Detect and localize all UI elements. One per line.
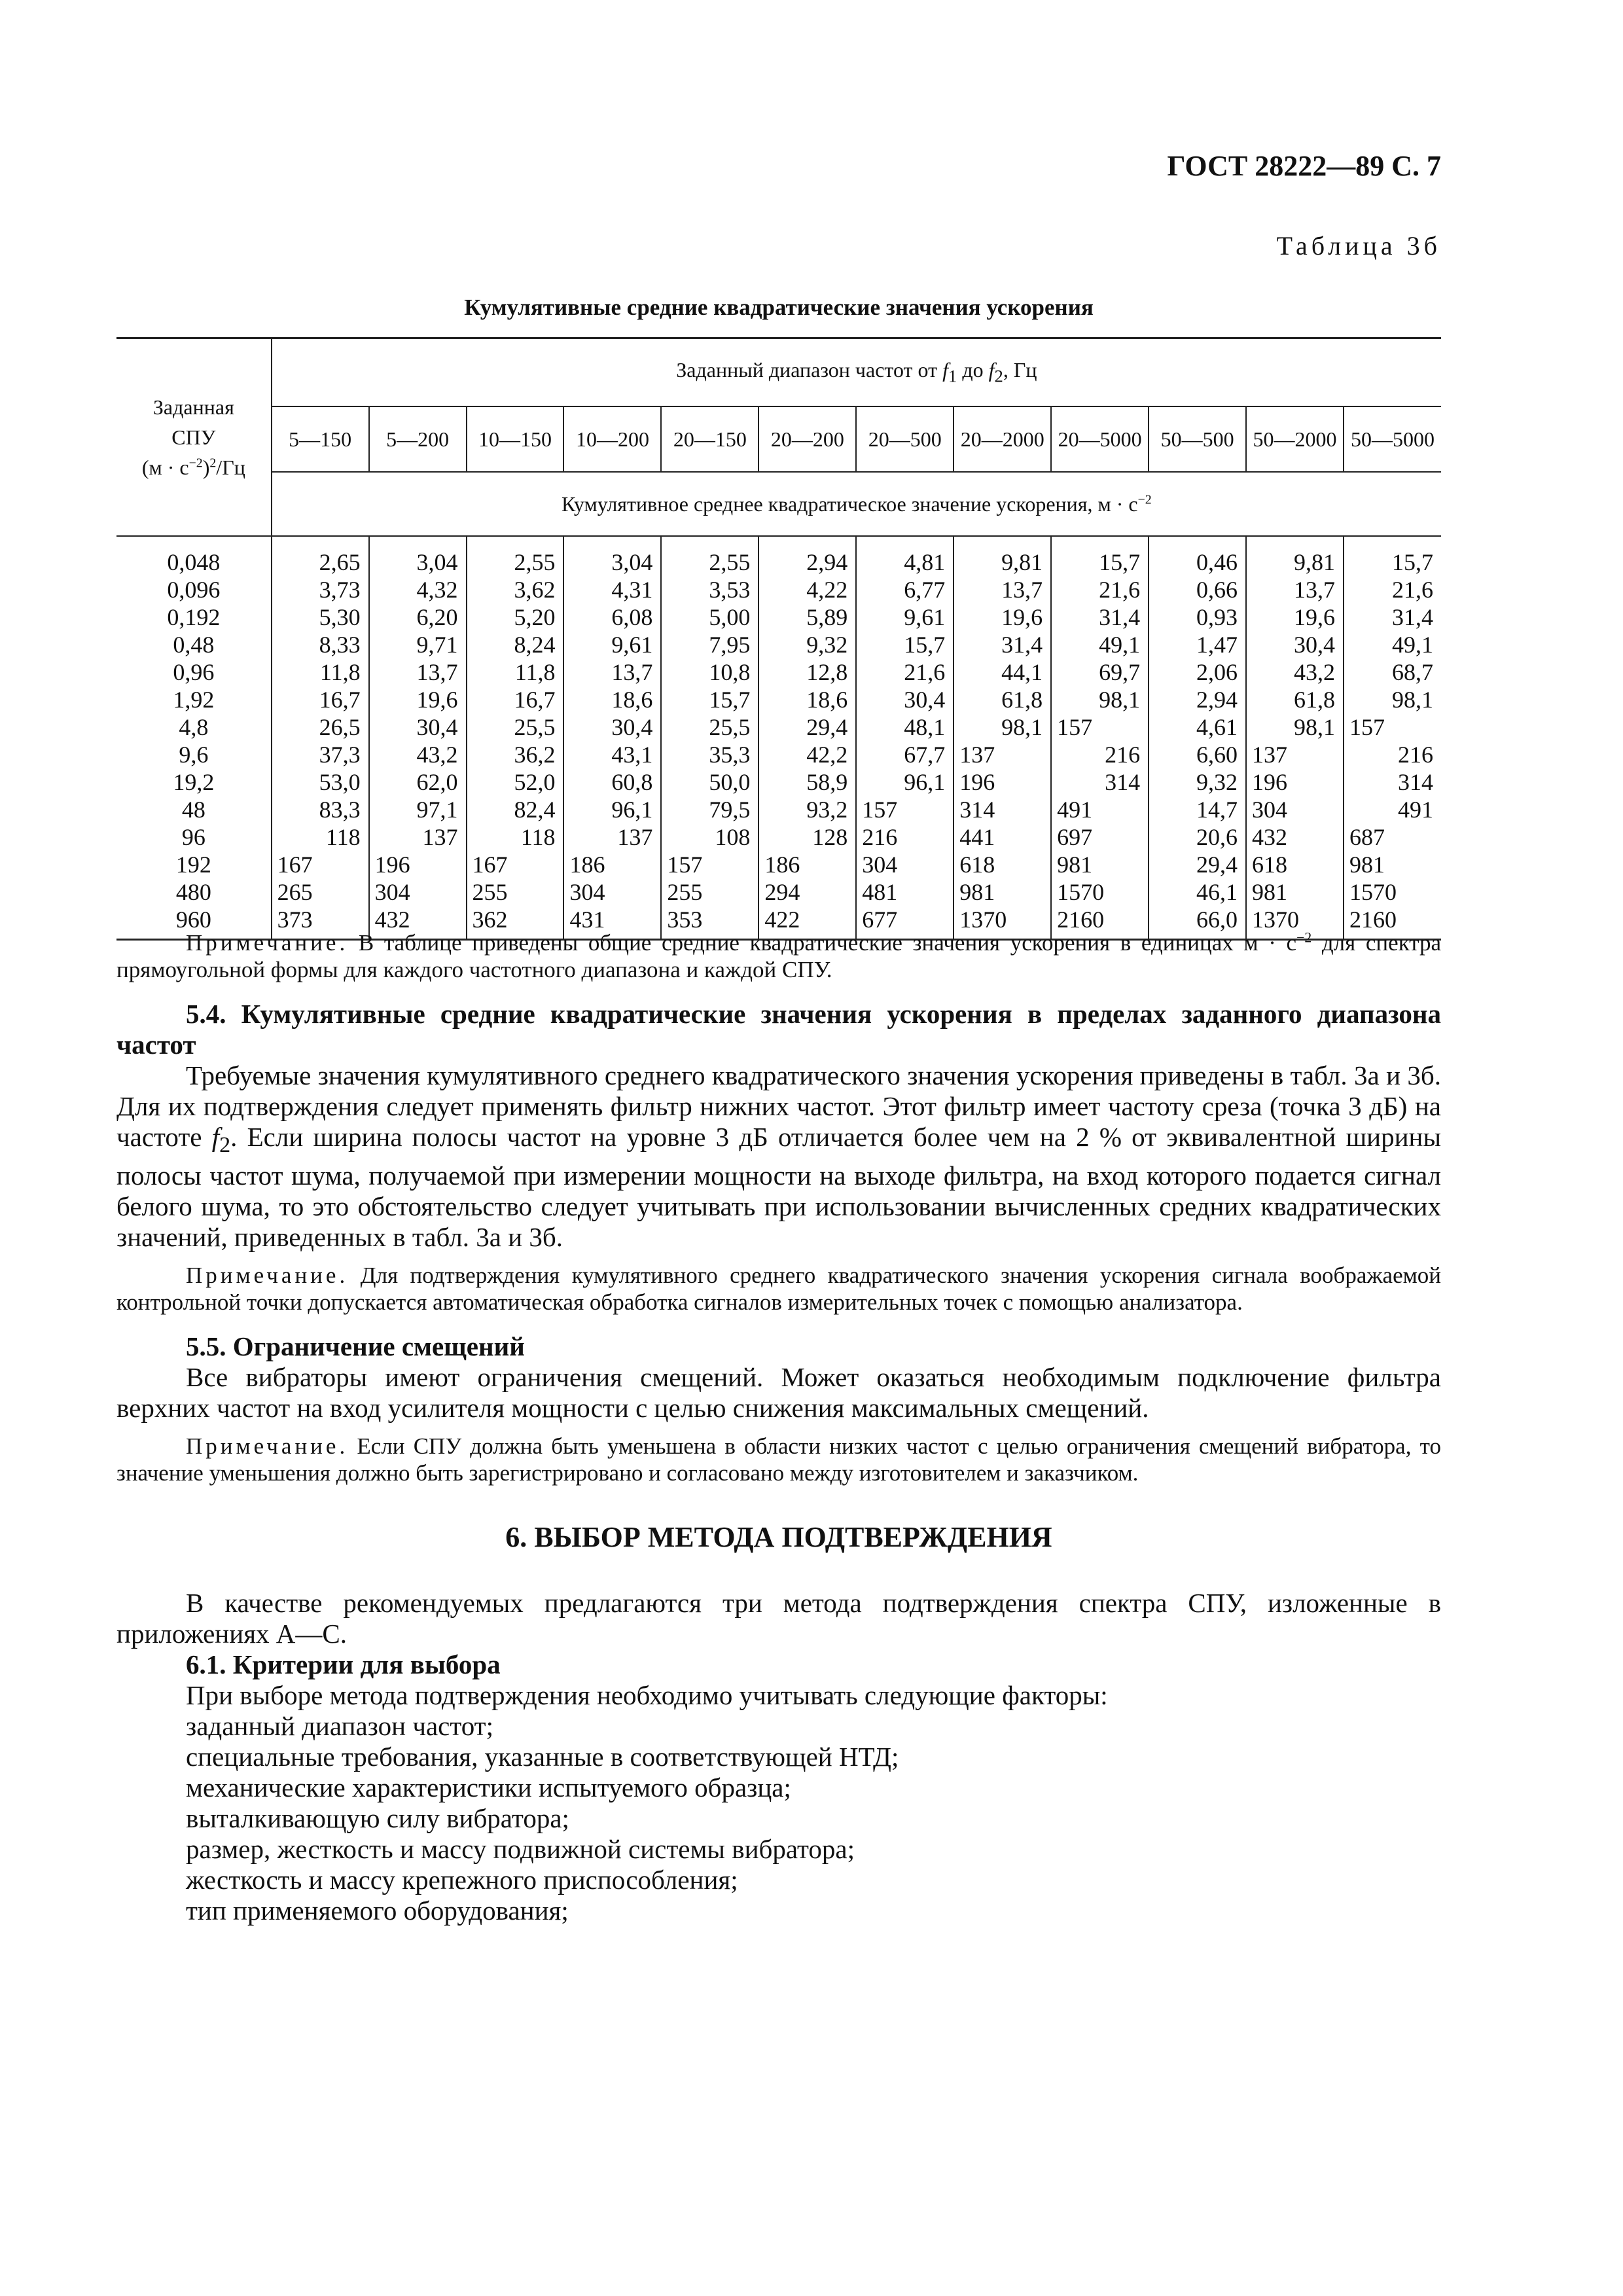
acceleration-value-cell: 314 xyxy=(954,796,1051,823)
acceleration-value-cell: 4,81 xyxy=(856,536,954,576)
acceleration-value-cell: 981 xyxy=(1246,878,1344,906)
acceleration-value-cell: 0,66 xyxy=(1149,576,1246,603)
acceleration-value-cell: 304 xyxy=(1246,796,1344,823)
acceleration-value-cell: 432 xyxy=(1246,823,1344,851)
acceleration-value-cell: 1,47 xyxy=(1149,631,1246,658)
table-container xyxy=(116,337,1441,941)
acceleration-value-cell: 2160 xyxy=(1051,906,1149,940)
acceleration-value-cell: 3,04 xyxy=(563,536,661,576)
acceleration-value-cell: 9,71 xyxy=(369,631,467,658)
factor-list xyxy=(116,1711,1441,1926)
acceleration-value-cell: 118 xyxy=(325,824,361,850)
acceleration-value-cell: 96,1 xyxy=(563,796,661,823)
acceleration-value-cell: 4,61 xyxy=(1149,713,1246,741)
acceleration-value-cell: 43,2 xyxy=(1246,658,1344,686)
range-header-cell: 5—150 xyxy=(272,406,369,472)
acceleration-value-cell: 186 xyxy=(563,851,661,878)
acceleration-value-cell: 255 xyxy=(661,878,758,906)
acceleration-value-cell: 83,3 xyxy=(319,797,361,823)
acceleration-value-cell: 31,4 xyxy=(954,631,1051,658)
factor-item: заданный диапазон частот; xyxy=(186,1711,493,1742)
acceleration-value-cell: 9,81 xyxy=(954,536,1051,576)
table-row xyxy=(116,741,1441,768)
section-6-1-intro: При выборе метода подтверждения необходимо учитывать следующие факторы: xyxy=(186,1680,1108,1711)
acceleration-value-cell: 58,9 xyxy=(758,768,856,796)
spu-value-cell: 0,048 xyxy=(116,536,272,576)
acceleration-value-cell: 15,7 xyxy=(1344,536,1441,576)
section-5-5-heading: 5.5. Ограничение смещений xyxy=(186,1331,525,1362)
acceleration-value-cell: 31,4 xyxy=(1344,603,1441,631)
acceleration-value-cell: 167 xyxy=(277,852,313,878)
acceleration-value-cell: 687 xyxy=(1344,823,1441,851)
acceleration-value-cell: 6,77 xyxy=(856,576,954,603)
spu-header-line1: Заданная xyxy=(152,395,234,419)
acceleration-value-cell: 6,08 xyxy=(563,603,661,631)
table-row xyxy=(116,658,1441,686)
acceleration-value-cell: 20,6 xyxy=(1149,823,1246,851)
acceleration-value-cell: 441 xyxy=(954,823,1051,851)
table-row xyxy=(116,823,1441,851)
acceleration-value-cell: 2,06 xyxy=(1149,658,1246,686)
acceleration-value-cell: 62,0 xyxy=(369,768,467,796)
acceleration-value-cell: 5,00 xyxy=(661,603,758,631)
acceleration-value-cell: 13,7 xyxy=(1246,576,1344,603)
acceleration-value-cell: 196 xyxy=(1246,768,1344,796)
factor-item: тип применяемого оборудования; xyxy=(186,1895,569,1926)
table-row xyxy=(116,686,1441,713)
spu-header-line2: СПУ xyxy=(171,425,216,449)
acceleration-value-cell: 216 xyxy=(1344,741,1441,768)
acceleration-value-cell: 216 xyxy=(1051,741,1149,768)
acceleration-value-cell: 1370 xyxy=(1246,906,1344,940)
acceleration-value-cell: 15,7 xyxy=(1051,536,1149,576)
acceleration-value-cell: 157 xyxy=(1051,713,1149,741)
section-5-4-heading: 5.4. Кумулятивные средние квадратические значения ускорения в пределах заданного диапазона частот xyxy=(116,999,1441,1060)
acceleration-value-cell: 481 xyxy=(856,878,954,906)
table-row xyxy=(116,768,1441,796)
acceleration-value-cell: 0,93 xyxy=(1149,603,1246,631)
acceleration-value-cell: 9,32 xyxy=(1149,768,1246,796)
acceleration-value-cell: 118 xyxy=(467,823,564,851)
range-header-cell: 20—2000 xyxy=(954,406,1051,472)
spu-value-cell: 4,8 xyxy=(116,713,272,741)
acceleration-value-cell: 157 xyxy=(661,851,758,878)
acceleration-value-cell: 618 xyxy=(1246,851,1344,878)
body-text xyxy=(116,929,1441,1926)
acceleration-value-cell: 8,33 xyxy=(319,632,361,658)
acceleration-value-cell: 15,7 xyxy=(661,686,758,713)
spu-column-header xyxy=(116,338,272,537)
acceleration-value-cell: 8,24 xyxy=(467,631,564,658)
acceleration-value-cell: 137 xyxy=(563,823,661,851)
acceleration-value-cell: 52,0 xyxy=(467,768,564,796)
acceleration-value-cell: 128 xyxy=(758,823,856,851)
acceleration-value-cell: 50,0 xyxy=(661,768,758,796)
range-header-row xyxy=(116,406,1441,472)
acceleration-value-cell: 491 xyxy=(1344,796,1441,823)
acceleration-table xyxy=(116,337,1441,941)
table-body xyxy=(116,536,1441,940)
acceleration-value-cell: 4,32 xyxy=(369,576,467,603)
acceleration-value-cell: 68,7 xyxy=(1344,658,1441,686)
acceleration-value-cell: 196 xyxy=(954,768,1051,796)
acceleration-value-cell: 981 xyxy=(1051,851,1149,878)
acceleration-value-cell: 0,46 xyxy=(1149,536,1246,576)
acceleration-value-cell: 304 xyxy=(856,851,954,878)
acceleration-value-cell: 9,61 xyxy=(856,603,954,631)
acceleration-value-cell: 3,53 xyxy=(661,576,758,603)
acceleration-value-cell: 3,73 xyxy=(319,577,361,603)
acceleration-value-cell: 21,6 xyxy=(1344,576,1441,603)
acceleration-value-cell: 5,89 xyxy=(758,603,856,631)
acceleration-value-cell: 431 xyxy=(563,906,661,940)
section-5-5-note: Примечание. Если СПУ должна быть уменьшена в области низких частот с целью ограничения смещений вибратора, то значение уменьшения должно быть зарегистрировано и согласовано между изготовителем и заказчиком. xyxy=(116,1433,1441,1486)
acceleration-value-cell: 1570 xyxy=(1051,878,1149,906)
spu-value-cell: 96 xyxy=(116,823,272,851)
acceleration-value-cell: 19,6 xyxy=(954,603,1051,631)
acceleration-value-cell: 2,55 xyxy=(661,536,758,576)
table-row xyxy=(116,796,1441,823)
spu-value-cell: 48 xyxy=(116,796,272,823)
acceleration-value-cell: 37,3 xyxy=(319,742,361,768)
acceleration-value-cell: 186 xyxy=(758,851,856,878)
acceleration-value-cell: 1370 xyxy=(954,906,1051,940)
acceleration-value-cell: 16,7 xyxy=(319,687,361,713)
table-note: Примечание. В таблице приведены общие средние квадратические значения ускорения в единицах $м \cdot с^{-2}$ для спектра прямоугольной формы для каждого частотного диапазона и каждой СПУ. xyxy=(116,929,1441,982)
acceleration-value-cell: 42,2 xyxy=(758,741,856,768)
acceleration-value-cell: 31,4 xyxy=(1051,603,1149,631)
acceleration-value-cell: 304 xyxy=(563,878,661,906)
acceleration-value-cell: 15,7 xyxy=(856,631,954,658)
range-header-cell: 5—200 xyxy=(369,406,467,472)
section-5-4-note: Примечание. Для подтверждения кумулятивного среднего квадратического значения ускорения сигнала воображаемой контрольной точки допускается автоматическая обработка сигналов измерительных точек с помощью анализатора. xyxy=(116,1263,1441,1316)
acceleration-value-cell: 697 xyxy=(1051,823,1149,851)
acceleration-value-cell: 18,6 xyxy=(563,686,661,713)
spu-value-cell: 1,92 xyxy=(116,686,272,713)
acceleration-value-cell: 2160 xyxy=(1344,906,1441,940)
acceleration-value-cell: 66,0 xyxy=(1149,906,1246,940)
acceleration-value-cell: 26,5 xyxy=(319,714,361,740)
acceleration-value-cell: 314 xyxy=(1344,768,1441,796)
acceleration-value-cell: 6,60 xyxy=(1149,741,1246,768)
range-header-cell: 20—150 xyxy=(661,406,758,472)
table-row xyxy=(116,713,1441,741)
acceleration-value-cell: 5,30 xyxy=(319,604,361,630)
acceleration-value-cell: 108 xyxy=(661,823,758,851)
acceleration-value-cell: 61,8 xyxy=(954,686,1051,713)
acceleration-value-cell: 11,8 xyxy=(467,658,564,686)
acceleration-value-cell: 137 xyxy=(369,823,467,851)
table-row xyxy=(116,878,1441,906)
acceleration-value-cell: 2,65 xyxy=(319,549,361,575)
spu-value-cell: 960 xyxy=(116,906,272,940)
range-header-cell: 10—200 xyxy=(563,406,661,472)
acceleration-value-cell: 97,1 xyxy=(369,796,467,823)
acceleration-value-cell: 2,94 xyxy=(758,536,856,576)
acceleration-value-cell: 1570 xyxy=(1344,878,1441,906)
acceleration-value-cell: 432 xyxy=(369,906,467,940)
acceleration-value-cell: 255 xyxy=(467,878,564,906)
factor-item: жесткость и массу крепежного приспособления; xyxy=(186,1865,738,1895)
acceleration-value-cell: 35,3 xyxy=(661,741,758,768)
acceleration-value-cell: 82,4 xyxy=(467,796,564,823)
acceleration-value-cell: 98,1 xyxy=(1344,686,1441,713)
acceleration-value-cell: 21,6 xyxy=(1051,576,1149,603)
acceleration-value-cell: 4,31 xyxy=(563,576,661,603)
table-row xyxy=(116,631,1441,658)
acceleration-value-cell: 29,4 xyxy=(1149,851,1246,878)
acceleration-value-cell: 60,8 xyxy=(563,768,661,796)
acceleration-value-cell: 30,4 xyxy=(1246,631,1344,658)
acceleration-value-cell: 93,2 xyxy=(758,796,856,823)
acceleration-value-cell: 67,7 xyxy=(856,741,954,768)
acceleration-value-cell: 4,22 xyxy=(758,576,856,603)
acceleration-value-cell: 30,4 xyxy=(856,686,954,713)
acceleration-value-cell: 25,5 xyxy=(467,713,564,741)
acceleration-value-cell: 137 xyxy=(1246,741,1344,768)
acceleration-value-cell: 9,61 xyxy=(563,631,661,658)
acceleration-value-cell: 137 xyxy=(954,741,1051,768)
acceleration-value-cell: 30,4 xyxy=(563,713,661,741)
acceleration-value-cell: 422 xyxy=(758,906,856,940)
acceleration-value-cell: 36,2 xyxy=(467,741,564,768)
acceleration-value-cell: 49,1 xyxy=(1344,631,1441,658)
section-6-1-heading: 6.1. Критерии для выбора xyxy=(186,1649,501,1680)
acceleration-value-cell: 98,1 xyxy=(1051,686,1149,713)
acceleration-value-cell: 30,4 xyxy=(369,713,467,741)
acceleration-value-cell: 981 xyxy=(954,878,1051,906)
acceleration-value-cell: 677 xyxy=(856,906,954,940)
factor-item: специальные требования, указанные в соответствующей НТД; xyxy=(186,1742,899,1772)
section-6-heading: 6. ВЫБОР МЕТОДА ПОДТВЕРЖДЕНИЯ xyxy=(505,1521,1052,1554)
spu-value-cell: 19,2 xyxy=(116,768,272,796)
acceleration-value-cell: 48,1 xyxy=(856,713,954,741)
acceleration-value-cell: 9,32 xyxy=(758,631,856,658)
acceleration-value-cell: 44,1 xyxy=(954,658,1051,686)
spu-value-cell: 0,96 xyxy=(116,658,272,686)
spu-value-cell: 9,6 xyxy=(116,741,272,768)
acceleration-value-cell: 49,1 xyxy=(1051,631,1149,658)
acceleration-value-cell: 9,81 xyxy=(1246,536,1344,576)
factor-item: механические характеристики испытуемого образца; xyxy=(186,1772,791,1803)
acceleration-value-cell: 314 xyxy=(1051,768,1149,796)
acceleration-value-cell: 13,7 xyxy=(563,658,661,686)
section-5-4-paragraph: Требуемые значения кумулятивного среднего квадратического значения ускорения приведены в табл. 3а и 3б. Для их подтверждения следует применять фильтр нижних частот. Этот фильтр имеет частоту среза (точка 3 дБ) на частоте $f_2$. Если ширина полосы частот на уровне 3 дБ отличается более чем на 2 % от эквивалентной ширины полосы частот шума, получаемой при измерении мощности на выходе фильтра, на вход которого подается сигнал белого шума, то это обстоятельство следует учитывать при использовании вычисленных средних квадратических значений, приведенных в табл. 3а и 3б. xyxy=(116,1060,1442,1253)
acceleration-value-cell: 16,7 xyxy=(467,686,564,713)
range-header-cell: 50—500 xyxy=(1149,406,1246,472)
spu-value-cell: 0,48 xyxy=(116,631,272,658)
table-row xyxy=(116,603,1441,631)
factor-item: выталкивающую силу вибратора; xyxy=(186,1803,569,1834)
acceleration-value-cell: 353 xyxy=(661,906,758,940)
acceleration-value-cell: 981 xyxy=(1344,851,1441,878)
table-row xyxy=(116,576,1441,603)
acceleration-value-cell: 13,7 xyxy=(369,658,467,686)
acceleration-value-cell: 69,7 xyxy=(1051,658,1149,686)
spu-value-cell: 0,192 xyxy=(116,603,272,631)
frequency-range-header: Заданный диапазон частот от $f_1$ до $f_2$, Гц xyxy=(272,338,1441,407)
acceleration-value-cell: 618 xyxy=(954,851,1051,878)
acceleration-value-cell: 14,7 xyxy=(1149,796,1246,823)
table-row xyxy=(116,851,1441,878)
value-header: Кумулятивное среднее квадратическое значение ускорения, $м \cdot с^{-2}$ xyxy=(272,472,1441,536)
spu-value-cell: 192 xyxy=(116,851,272,878)
document-header: ГОСТ 28222—89 С. 7 xyxy=(1167,150,1441,182)
acceleration-value-cell: 11,8 xyxy=(319,659,361,685)
range-header-cell: 20—5000 xyxy=(1051,406,1149,472)
acceleration-value-cell: 157 xyxy=(856,796,954,823)
acceleration-value-cell: 21,6 xyxy=(856,658,954,686)
range-header-cell: 50—2000 xyxy=(1246,406,1344,472)
range-header-cell: 20—500 xyxy=(856,406,954,472)
acceleration-value-cell: 6,20 xyxy=(369,603,467,631)
acceleration-value-cell: 25,5 xyxy=(661,713,758,741)
acceleration-value-cell: 216 xyxy=(856,823,954,851)
acceleration-value-cell: 5,20 xyxy=(467,603,564,631)
acceleration-value-cell: 304 xyxy=(369,878,467,906)
spu-value-cell: 0,096 xyxy=(116,576,272,603)
section-5-5-paragraph: Все вибраторы имеют ограничения смещений. Может оказаться необходимым подключение фильтра верхних частот на вход усилителя мощности с целью снижения максимальных смещений. xyxy=(116,1362,1441,1424)
acceleration-value-cell: 98,1 xyxy=(954,713,1051,741)
range-header-cell: 50—5000 xyxy=(1344,406,1441,472)
acceleration-value-cell: 43,2 xyxy=(369,741,467,768)
section-6-paragraph: В качестве рекомендуемых предлагаются три метода подтверждения спектра СПУ, изложенные в приложениях А—С. xyxy=(116,1588,1441,1649)
acceleration-value-cell: 2,94 xyxy=(1149,686,1246,713)
acceleration-value-cell: 19,6 xyxy=(369,686,467,713)
table-row xyxy=(116,536,1441,576)
table-title: Кумулятивные средние квадратические значения ускорения xyxy=(464,295,1094,320)
range-header-cell: 20—200 xyxy=(758,406,856,472)
factor-item: размер, жесткость и массу подвижной системы вибратора; xyxy=(186,1834,855,1865)
acceleration-value-cell: 373 xyxy=(272,906,369,940)
acceleration-value-cell: 167 xyxy=(467,851,564,878)
acceleration-value-cell: 265 xyxy=(277,879,313,905)
acceleration-value-cell: 98,1 xyxy=(1246,713,1344,741)
range-header-cell: 10—150 xyxy=(467,406,564,472)
acceleration-value-cell: 10,8 xyxy=(661,658,758,686)
acceleration-value-cell: 362 xyxy=(467,906,564,940)
acceleration-value-cell: 491 xyxy=(1051,796,1149,823)
acceleration-value-cell: 196 xyxy=(369,851,467,878)
acceleration-value-cell: 19,6 xyxy=(1246,603,1344,631)
acceleration-value-cell: 79,5 xyxy=(661,796,758,823)
acceleration-value-cell: 12,8 xyxy=(758,658,856,686)
acceleration-value-cell: 13,7 xyxy=(954,576,1051,603)
acceleration-value-cell: 157 xyxy=(1344,713,1441,741)
acceleration-value-cell: 53,0 xyxy=(319,769,361,795)
acceleration-value-cell: 2,55 xyxy=(467,536,564,576)
acceleration-value-cell: 96,1 xyxy=(856,768,954,796)
acceleration-value-cell: 43,1 xyxy=(563,741,661,768)
acceleration-value-cell: 46,1 xyxy=(1149,878,1246,906)
table-number: Таблица 3б xyxy=(1276,231,1441,260)
spu-header-unit: $(м \cdot с^{-2})^2/Гц$ xyxy=(141,456,245,479)
acceleration-value-cell: 294 xyxy=(758,878,856,906)
spu-value-cell: 480 xyxy=(116,878,272,906)
acceleration-value-cell: 3,62 xyxy=(467,576,564,603)
acceleration-value-cell: 18,6 xyxy=(758,686,856,713)
acceleration-value-cell: 3,04 xyxy=(369,536,467,576)
acceleration-value-cell: 29,4 xyxy=(758,713,856,741)
acceleration-value-cell: 7,95 xyxy=(661,631,758,658)
acceleration-value-cell: 61,8 xyxy=(1246,686,1344,713)
